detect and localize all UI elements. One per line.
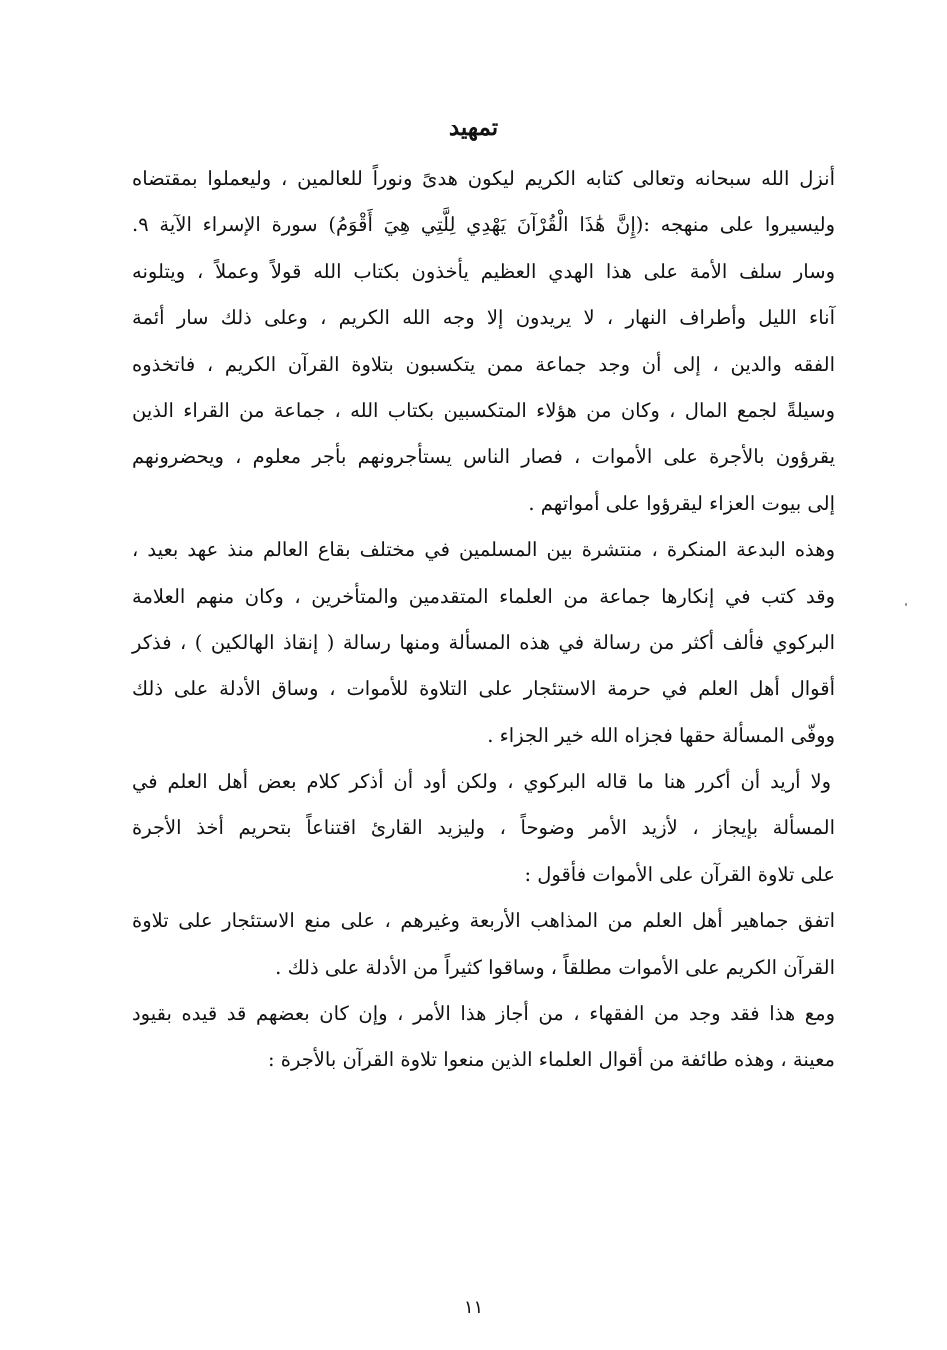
text-line: وسيلةً لجمع المال ، وكان من هؤلاء المتكسبين بكتاب الله ، جماعة من القراء الذين (132, 398, 835, 422)
body-text (132, 156, 835, 1084)
text-line: على تلاوة القرآن على الأموات فأقول : (524, 862, 835, 886)
scan-speck (905, 603, 907, 606)
text-line: البركوي فألف أكثر من رسالة في هذه المسألة ومنها رسالة ( إنقاذ الهالكين ) ، فذكر (132, 630, 835, 654)
text-line: ومع هذا فقد وجد من الفقهاء ، من أجاز هذا الأمر ، وإن كان بعضهم قد قيده بقيود (132, 1002, 835, 1026)
text-line: الفقه والدين ، إلى أن وجد جماعة ممن يتكسبون بتلاوة القرآن الكريم ، فاتخذوه (132, 352, 835, 376)
text-line: وقد كتب في إنكارها جماعة من العلماء المتقدمين والمتأخرين ، وكان منهم العلامة (132, 584, 835, 608)
text-line: أقوال أهل العلم في حرمة الاستئجار على التلاوة للأموات ، وساق الأدلة على ذلك (132, 677, 835, 701)
page-title: تمهيد (448, 114, 499, 141)
text-line: وسار سلف الأمة على هذا الهدي العظيم يأخذون بكتاب الله قولاً وعملاً ، ويتلونه (132, 259, 835, 283)
text-line: المسألة بإيجاز ، لأزيد الأمر وضوحاً ، وليزيد القارئ اقتناعاً بتحريم أخذ الأجرة (132, 816, 835, 840)
text-line: يقرؤون بالأجرة على الأموات ، فصار الناس يستأجرونهم بأجر معلوم ، ويحضرونهم (132, 445, 835, 469)
text-line: إلى بيوت العزاء ليقرؤوا على أمواتهم . (528, 491, 835, 515)
text-line: وهذه البدعة المنكرة ، منتشرة بين المسلمين في مختلف بقاع العالم منذ عهد بعيد ، (132, 538, 835, 562)
text-line: ولا أريد أن أكرر هنا ما قاله البركوي ، ولكن أود أن أذكر كلام بعض أهل العلم في (132, 770, 831, 794)
text-line: أنزل الله سبحانه وتعالى كتابه الكريم ليكون هدىً ونوراً للعالمين ، وليعملوا بمقتضاه (132, 167, 835, 190)
text-line: القرآن الكريم على الأموات مطلقاً ، وساقوا كثيراً من الأدلة على ذلك . (275, 955, 835, 979)
text-line: وليسيروا على منهجه :(إِنَّ هَٰذَا الْقُرْآنَ يَهْدِي لِلَّتِي هِيَ أَقْوَمُ) سورة الإسراء الآية ٩. (132, 213, 835, 237)
text-line: معينة ، وهذه طائفة من أقوال العلماء الذين منعوا تلاوة القرآن بالأجرة : (267, 1048, 835, 1072)
page-number: ١١ (463, 1297, 484, 1318)
text-line: آناء الليل وأطراف النهار ، لا يريدون إلا وجه الله الكريم ، وعلى ذلك سار أئمة (132, 306, 835, 330)
text-line: ووفّى المسألة حقها فجزاه الله خير الجزاء . (487, 723, 835, 747)
text-line: اتفق جماهير أهل العلم من المذاهب الأربعة وغيرهم ، على منع الاستئجار على تلاوة (132, 909, 835, 933)
